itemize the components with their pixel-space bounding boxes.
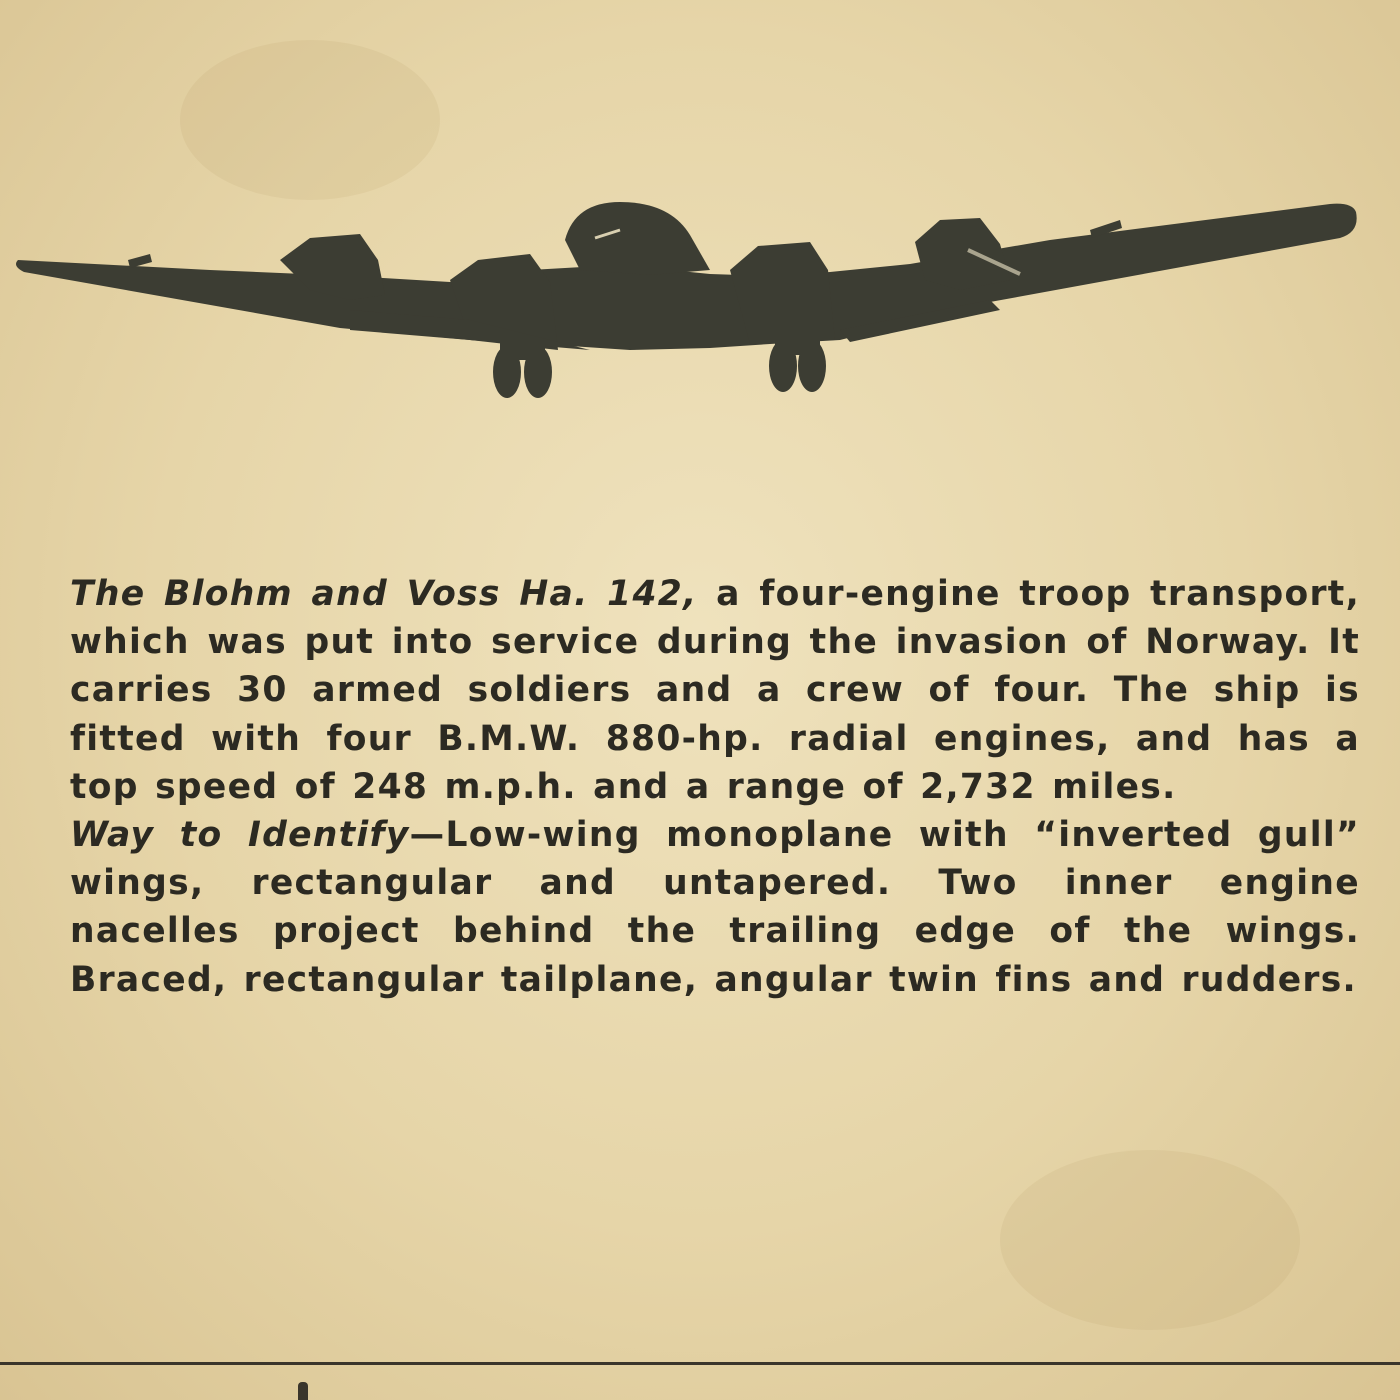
description-paragraph	[70, 570, 1360, 811]
bottom-mark	[298, 1382, 308, 1400]
identification-paragraph	[70, 811, 1360, 1004]
bottom-rule	[0, 1362, 1400, 1365]
aircraft-title: The Blohm and Voss Ha. 142,	[70, 574, 698, 614]
paper-stain	[180, 40, 440, 200]
identify-heading: Way to Identify	[70, 815, 410, 856]
identify-text: —Low-wing monoplane with “inverted gull” wings, rectangular and untapered. Two inner engine nacelles project behind the trailing edge of the wings. Braced, rectangular tailplane, angular twin fins and rudders.	[70, 815, 1360, 1000]
paper-stain	[1000, 1150, 1300, 1330]
aircraft-silhouette	[10, 190, 1370, 410]
description-text: a four-engine troop transport, which was put into service during the invasion of Norway. It carries 30 armed soldiers and a crew of four. The ship is fitted with four B.M.W. 880-hp. radial engines, and has a top speed of 248 m.p.h. and a range of 2,732 miles.	[70, 574, 1360, 807]
aircraft-description	[70, 570, 1360, 1004]
